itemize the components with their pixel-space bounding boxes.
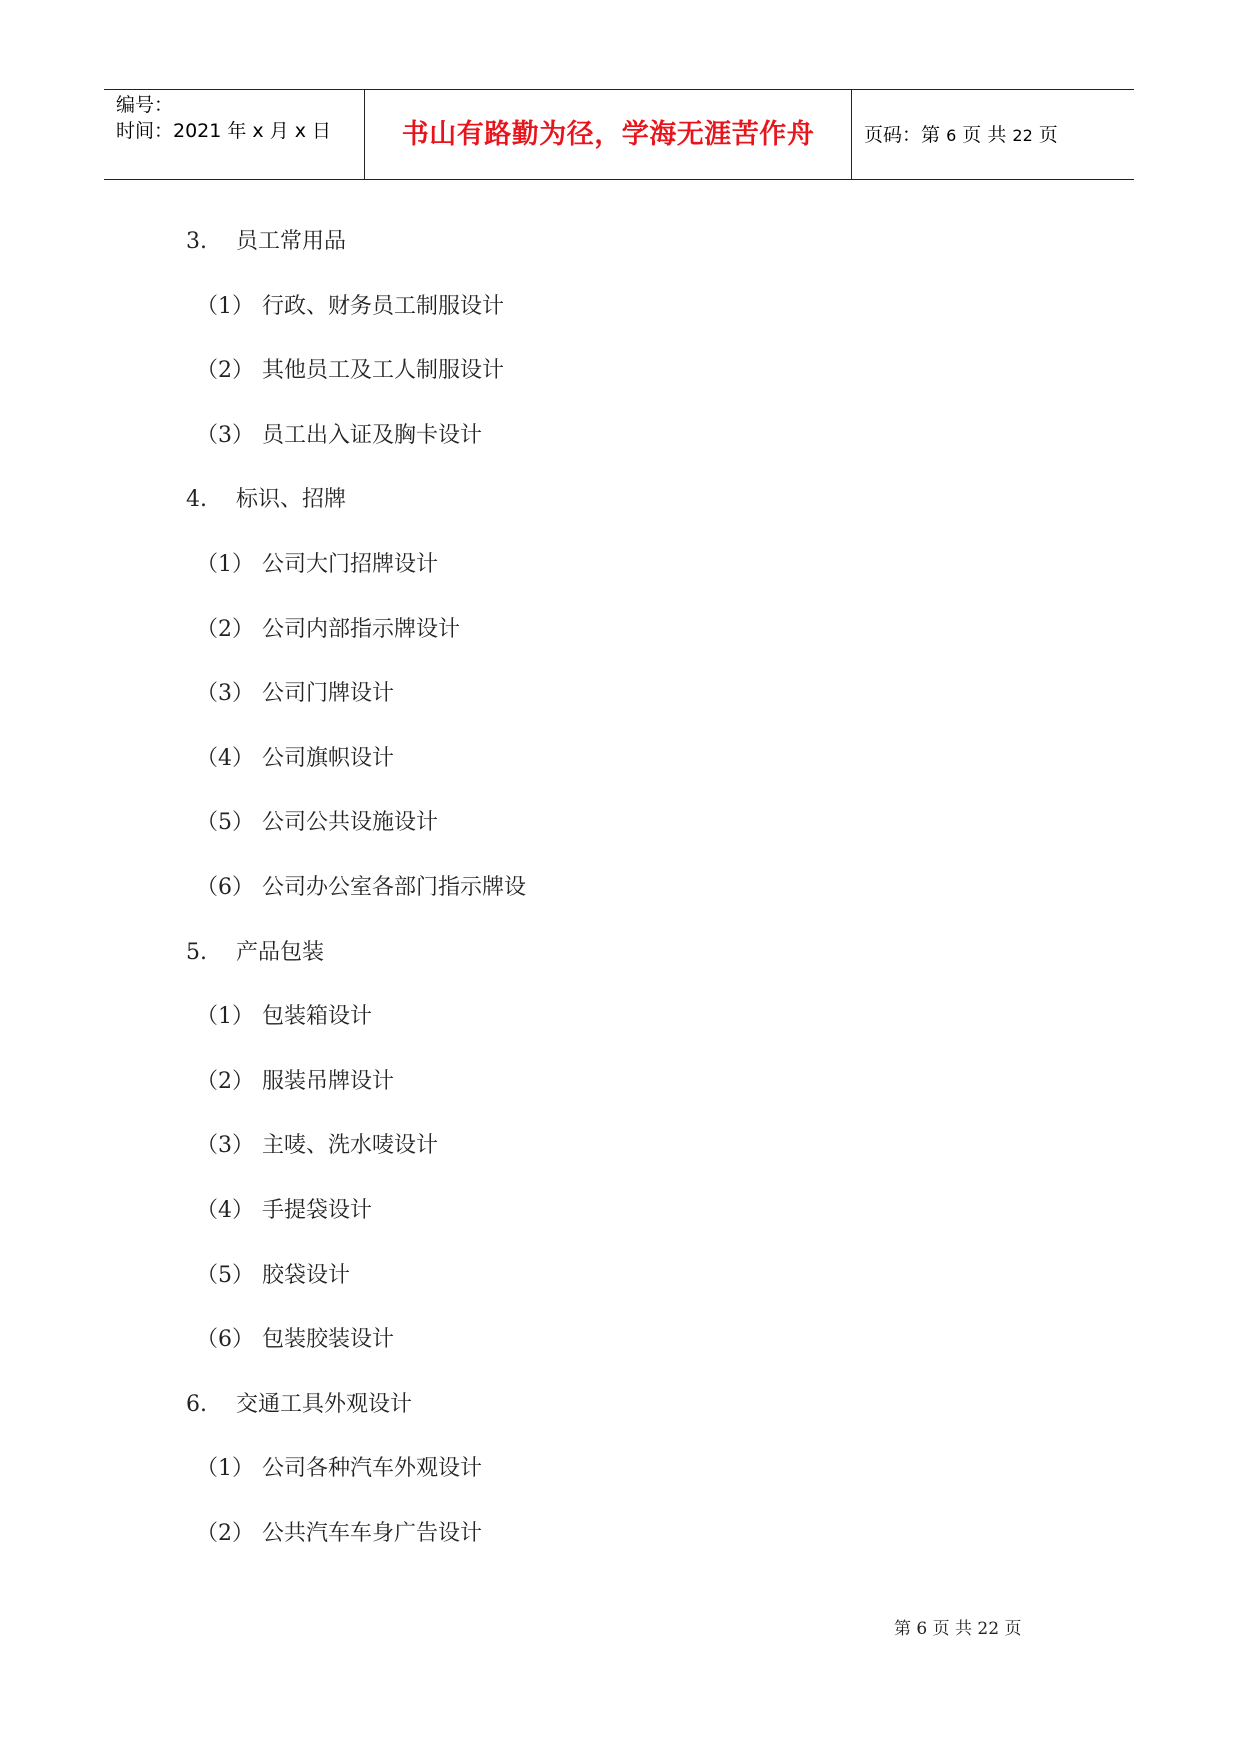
item-number: （1） (196, 1004, 254, 1030)
list-item (186, 1194, 526, 1259)
list-item (186, 419, 526, 484)
section-heading (186, 936, 526, 1001)
list-item (186, 613, 526, 678)
item-text: 主唛、洗水唛设计 (262, 1133, 439, 1159)
item-text: 公司旗帜设计 (262, 745, 395, 771)
item-text: 公司公共设施设计 (262, 810, 439, 836)
item-text: 其他员工及工人制服设计 (262, 358, 505, 384)
item-text: 公司办公室各部门指示牌设 (262, 874, 527, 900)
item-text: 包装箱设计 (262, 1004, 373, 1030)
item-text: 服装吊牌设计 (262, 1068, 395, 1094)
item-number: （2） (196, 616, 254, 642)
header-page-code (864, 123, 1058, 148)
list-item (186, 354, 526, 419)
item-text: 手提袋设计 (262, 1197, 373, 1223)
item-text: 产品包装 (236, 939, 325, 965)
page-code-current: 6 (946, 126, 957, 145)
item-text: 公司门牌设计 (262, 681, 395, 707)
item-text: 公司内部指示牌设计 (262, 616, 461, 642)
item-number: 4. (186, 487, 207, 513)
item-text: 公司各种汽车外观设计 (262, 1456, 483, 1482)
section-heading (186, 225, 526, 290)
header-motto-cell (365, 90, 852, 179)
header-meta-cell (104, 90, 365, 179)
item-number: （4） (196, 1197, 254, 1223)
header-page-code-cell (852, 90, 1134, 179)
list-item (186, 1259, 526, 1324)
list-item (186, 1129, 526, 1194)
item-number: （5） (196, 1262, 254, 1288)
item-number: （4） (196, 745, 254, 771)
page-footer: 第 6 页 共 22 页 (894, 1619, 1022, 1639)
list-item (186, 290, 526, 355)
item-number: （1） (196, 551, 254, 577)
item-text: 公共汽车车身广告设计 (262, 1520, 483, 1546)
item-text: 交通工具外观设计 (236, 1391, 413, 1417)
item-number: 6. (186, 1391, 207, 1417)
page-header (104, 89, 1134, 180)
item-text: 员工常用品 (236, 229, 347, 254)
item-number: （6） (196, 1327, 254, 1353)
outline-list (186, 225, 526, 1581)
item-number: 3. (186, 229, 207, 254)
item-number: 5. (186, 939, 207, 965)
list-item (186, 1452, 526, 1517)
item-number: （5） (196, 810, 254, 836)
item-number: （1） (196, 293, 254, 319)
item-text: 公司大门招牌设计 (262, 551, 439, 577)
item-number: （2） (196, 1520, 254, 1546)
list-item (186, 1065, 526, 1130)
item-text: 包装胶装设计 (262, 1327, 395, 1353)
item-number: （3） (196, 422, 254, 448)
item-number: （3） (196, 681, 254, 707)
item-text: 标识、招牌 (236, 487, 347, 513)
document-number-label: 编号： (116, 94, 174, 116)
list-item (186, 1517, 526, 1582)
item-number: （3） (196, 1133, 254, 1159)
page-code-prefix: 页码：第 (864, 124, 941, 146)
page-code-suffix: 页 (1038, 124, 1058, 146)
list-item (186, 871, 526, 936)
page-code-middle: 页 共 (962, 124, 1007, 146)
item-text: 胶袋设计 (262, 1262, 351, 1288)
header-motto: 书山有路勤为径，学海无涯苦作舟 (401, 119, 815, 150)
list-item (186, 806, 526, 871)
list-item (186, 742, 526, 807)
list-item (186, 548, 526, 613)
document-time-label: 时间：2021 年 x 月 x 日 (116, 120, 332, 142)
section-heading (186, 1388, 526, 1453)
list-item (186, 677, 526, 742)
item-text: 行政、财务员工制服设计 (262, 293, 505, 319)
item-number: （6） (196, 874, 254, 900)
item-number: （1） (196, 1456, 254, 1482)
page-code-total: 22 (1012, 126, 1033, 145)
list-item (186, 1000, 526, 1065)
item-text: 员工出入证及胸卡设计 (262, 422, 483, 448)
section-heading (186, 483, 526, 548)
item-number: （2） (196, 1068, 254, 1094)
list-item (186, 1323, 526, 1388)
item-number: （2） (196, 358, 254, 384)
